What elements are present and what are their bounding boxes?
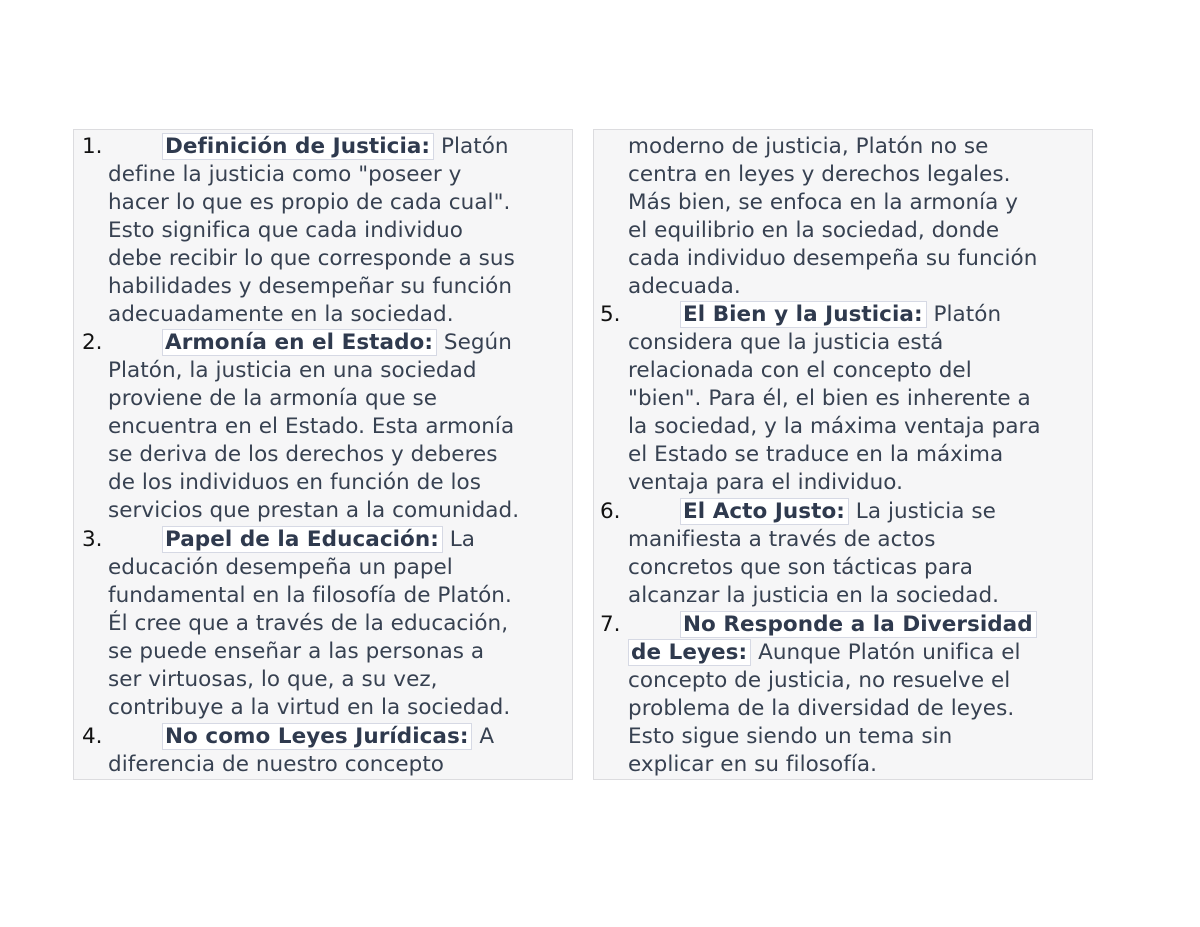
item-line: alcanzar la justicia en la sociedad. (628, 583, 1000, 608)
item-second-line (628, 639, 1021, 667)
item-line: la sociedad, y la máxima ventaja para (628, 414, 1041, 439)
item-first-line (680, 301, 1001, 329)
item-line: problema de la diversidad de leyes. (628, 696, 1015, 721)
item-first-line (680, 611, 1037, 639)
item-text: Según (436, 330, 512, 355)
item-first-line (162, 133, 509, 161)
item-line: encuentra en el Estado. Esta armonía (108, 414, 515, 439)
left-column (73, 129, 573, 780)
item-line: proviene de la armonía que se (108, 386, 438, 411)
item-number: 5. (600, 302, 621, 327)
item-line: habilidades y desempeñar su función (108, 274, 513, 299)
item-line: concretos que son tácticas para (628, 555, 974, 580)
item-line: hacer lo que es propio de cada cual". (108, 190, 511, 215)
item-text: La justicia se (848, 499, 996, 524)
item-line: concepto de justicia, no resuelve el (628, 668, 1011, 693)
item-line: Esto significa que cada individuo (108, 218, 463, 243)
item-text: Aunque Platón unifica el (751, 640, 1021, 665)
item-line: ser virtuosas, lo que, a su vez, (108, 667, 438, 692)
item-text: Platón (926, 302, 1002, 327)
item-line: fundamental en la filosofía de Platón. (108, 583, 512, 608)
item-line: contribuye a la virtud en la sociedad. (108, 695, 511, 720)
item-line: de los individuos en función de los (108, 470, 481, 495)
item-title: El Acto Justo: (680, 498, 849, 525)
item-title: Definición de Justicia: (162, 133, 434, 160)
item-title: Papel de la Educación: (162, 526, 443, 553)
item-line: educación desempeña un papel (108, 555, 453, 580)
item-line: servicios que prestan a la comunidad. (108, 498, 520, 523)
item-line: el equilibrio en la sociedad, donde (628, 218, 1000, 243)
item-line: centra en leyes y derechos legales. (628, 162, 1011, 187)
item-title-continuation: de Leyes: (628, 639, 751, 666)
item-line: explicar en su filosofía. (628, 752, 878, 777)
item-line: adecuadamente en la sociedad. (108, 302, 454, 327)
item-title: Armonía en el Estado: (162, 329, 437, 356)
item-text: Platón (434, 134, 509, 159)
item-first-line (162, 526, 475, 554)
item-line: debe recibir lo que corresponde a sus (108, 246, 515, 271)
item-line: cada individuo desempeña su función (628, 246, 1038, 271)
item-line: relacionada con el concepto del (628, 358, 972, 383)
item-line: manifiesta a través de actos (628, 527, 936, 552)
item-line: Platón, la justicia en una sociedad (108, 358, 477, 383)
item-line: Esto sigue siendo un tema sin (628, 724, 953, 749)
item-title: No como Leyes Jurídicas: (162, 723, 472, 750)
item-first-line (162, 329, 512, 357)
item-line: se puede enseñar a las personas a (108, 639, 485, 664)
item-number: 7. (600, 612, 621, 637)
item-first-line (680, 498, 996, 526)
item-line: considera que la justicia está (628, 330, 944, 355)
item-line: se deriva de los derechos y deberes (108, 442, 498, 467)
item-line: el Estado se traduce en la máxima (628, 442, 1004, 467)
item-number: 4. (82, 724, 103, 749)
item-number: 1. (82, 134, 103, 159)
item-line: Él cree que a través de la educación, (108, 611, 509, 636)
item-text: La (442, 527, 476, 552)
item-first-line (162, 723, 494, 751)
item-line: define la justicia como "poseer y (108, 162, 462, 187)
item-line: "bien". Para él, el bien es inherente a (628, 386, 1031, 411)
item-number: 6. (600, 499, 621, 524)
item-line: adecuada. (628, 274, 741, 299)
item-number: 2. (82, 330, 103, 355)
item-text: A (472, 724, 495, 749)
item-title: No Responde a la Diversidad (680, 611, 1037, 638)
item-title: El Bien y la Justicia: (680, 301, 927, 328)
item-line: diferencia de nuestro concepto (108, 752, 444, 777)
item-line: ventaja para el individuo. (628, 470, 903, 495)
item-line: moderno de justicia, Platón no se (628, 134, 989, 159)
item-line: Más bien, se enfoca en la armonía y (628, 190, 1019, 215)
right-column (593, 129, 1093, 780)
item-number: 3. (82, 527, 103, 552)
